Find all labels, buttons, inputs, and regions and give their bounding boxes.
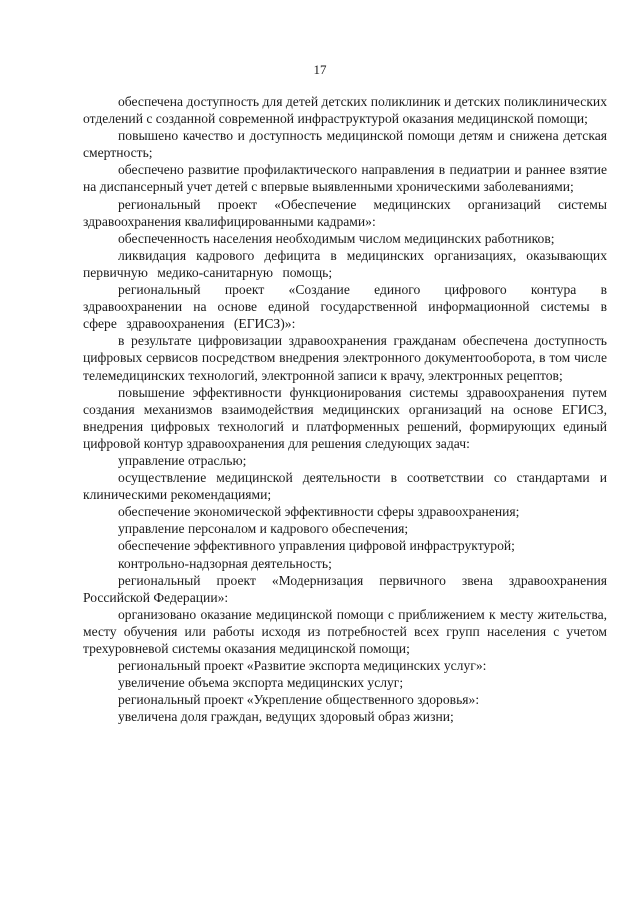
paragraph: обеспечение экономической эффективности сферы здравоохранения;: [118, 504, 520, 520]
paragraph: ликвидация кадрового дефицита в медицинских организациях, оказывающих первичную медико-санитарную помощь;: [83, 247, 607, 280]
paragraph: обеспеченность населения необходимым числом медицинских работников;: [118, 230, 555, 246]
paragraph: обеспечение эффективного управления цифровой инфраструктурой;: [118, 538, 515, 554]
paragraph: повышение эффективности функционирования системы здравоохранения путем создания механизмов взаимодействия медицинских организаций на основе ЕГИСЗ, внедрения цифровых технологий и платформенных решений, формирующих единый цифровой контур здравоохранения для решения следующих задач:: [83, 384, 607, 451]
page-body: [83, 93, 607, 725]
paragraph: организовано оказание медицинской помощи с приближением к месту жительства, месту обучения или работы исходя из потребностей всех групп населения с учетом трехуровневой системы оказания медицинской помощи;: [83, 606, 607, 656]
paragraph: управление отраслью;: [118, 452, 247, 468]
page-number: 17: [313, 62, 327, 77]
paragraph: обеспечена доступность для детей детских поликлиник и детских поликлинических отделений с созданной современной инфраструктурой оказания медицинской помощи;: [83, 94, 607, 127]
paragraph: региональный проект «Развитие экспорта медицинских услуг»:: [118, 658, 487, 674]
paragraph: повышено качество и доступность медицинской помощи детям и снижена детская смертность;: [83, 128, 607, 161]
paragraph: региональный проект «Создание единого цифрового контура в здравоохранении на основе единой государственной информационной системы в сфере здравоохранения (ЕГИСЗ)»:: [83, 282, 607, 332]
paragraph: увеличение объема экспорта медицинских услуг;: [118, 675, 404, 691]
paragraph: региональный проект «Обеспечение медицинских организаций системы здравоохранения квалифицированными кадрами»:: [83, 196, 607, 229]
paragraph: региональный проект «Модернизация первичного звена здравоохранения Российской Федерации»:: [83, 572, 607, 605]
paragraph: контрольно-надзорная деятельность;: [118, 555, 332, 571]
paragraph: увеличена доля граждан, ведущих здоровый образ жизни;: [118, 709, 454, 725]
paragraph: в результате цифровизации здравоохранения гражданам обеспечена доступность цифровых сервисов посредством внедрения электронного документооборота, в том числе телемедицинских технологий, электронной записи к врачу, электронных рецептов;: [83, 333, 607, 383]
paragraph: региональный проект «Укрепление общественного здоровья»:: [118, 692, 480, 708]
paragraph: управление персоналом и кадрового обеспечения;: [118, 521, 409, 537]
paragraph: обеспечено развитие профилактического направления в педиатрии и раннее взятие на диспансерный учет детей с впервые выявленными хроническими заболеваниями;: [83, 162, 607, 195]
paragraph: осуществление медицинской деятельности в соответствии со стандартами и клиническими рекомендациями;: [83, 470, 607, 503]
